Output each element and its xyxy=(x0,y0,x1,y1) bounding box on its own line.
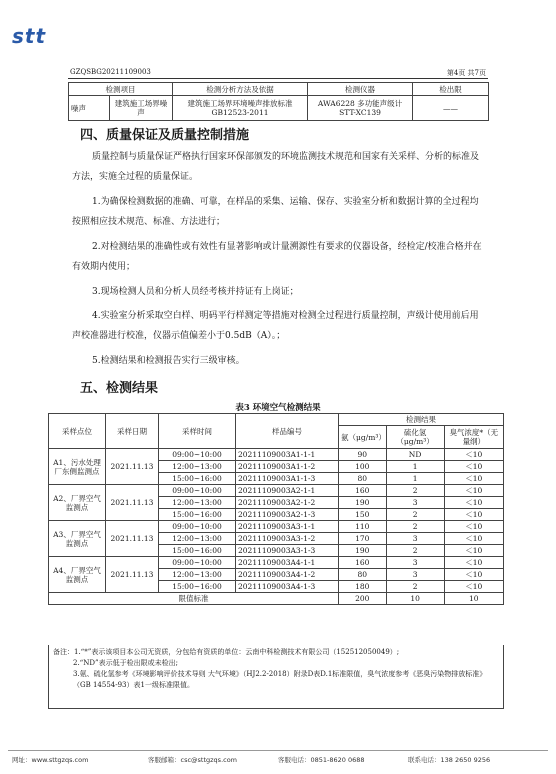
time-cell: 09:00~10:00 xyxy=(159,449,236,461)
site-cell: A1、污水处理厂东侧监测点 xyxy=(49,449,106,485)
method-limit: —— xyxy=(413,96,489,121)
h2s-cell: 1 xyxy=(386,473,444,485)
table-row xyxy=(49,485,504,497)
sample-code-cell: 20211109003A3-1-1 xyxy=(236,521,339,533)
sample-code-cell: 20211109003A4-1-3 xyxy=(236,581,339,593)
odor-cell: ＜10 xyxy=(444,557,503,569)
header-results: 检测结果 xyxy=(339,414,504,426)
date-cell: 2021.11.13 xyxy=(106,449,159,485)
paragraph: 3.现场检测人员和分析人员经考核并持证有上岗证； xyxy=(92,287,299,297)
method-category: 噪声 xyxy=(69,96,110,121)
header-sample-code: 样品编号 xyxy=(236,414,339,449)
method-instrument: AWA6228 多功能声级计 STT-XC139 xyxy=(308,96,413,121)
paragraph: 质量控制与质量保证严格执行国家环保部颁发的环境监测技术规范和国家有关采样、分析的标准及方法，实施全过程的质量保证。 xyxy=(72,152,480,182)
method-standard: 建筑施工场界环境噪声排放标准 GB12523-2011 xyxy=(173,96,308,121)
nh3-cell: 90 xyxy=(339,449,387,461)
odor-cell: ＜10 xyxy=(444,497,503,509)
time-cell: 15:00~16:00 xyxy=(159,545,236,557)
time-cell: 15:00~16:00 xyxy=(159,473,236,485)
nh3-cell: 170 xyxy=(339,533,387,545)
odor-cell: ＜10 xyxy=(444,533,503,545)
sample-code-cell: 20211109003A2-1-2 xyxy=(236,497,339,509)
odor-cell: ＜10 xyxy=(444,581,503,593)
paragraph: 1.为确保检测数据的准确、可靠，在样品的采集、运输、保存、实验室分析和数据计算的全过程均按照相应技术规范、标准、方法进行； xyxy=(72,197,479,227)
company-logo: stt xyxy=(12,24,47,48)
paragraph: 2.对检测结果的准确性或有效性有显著影响或计量溯源性有要求的仪器设备，经检定/校准合格并在有效期内使用； xyxy=(72,242,482,272)
section-5-title: 五、检测结果 xyxy=(80,381,159,396)
h2s-cell: 2 xyxy=(386,581,444,593)
site-cell: A4、厂界空气监测点 xyxy=(49,557,106,593)
nh3-cell: 80 xyxy=(339,569,387,581)
nh3-cell: 100 xyxy=(339,461,387,473)
date-cell: 2021.11.13 xyxy=(106,521,159,557)
time-cell: 09:00~10:00 xyxy=(159,485,236,497)
h2s-cell: 1 xyxy=(386,461,444,473)
h2s-cell: 2 xyxy=(386,485,444,497)
nh3-cell: 190 xyxy=(339,497,387,509)
paragraph: 4.实验室分析采取空白样、明码平行样测定等措施对检测全过程进行质量控制，声级计使用前后用声校准器进行校准，仪器示值偏差小于0.5dB（A）。； xyxy=(72,311,479,341)
sample-code-cell: 20211109003A1-1-3 xyxy=(236,473,339,485)
sample-code-cell: 20211109003A4-1-1 xyxy=(236,557,339,569)
header-h2s: 硫化氢（μg/m³） xyxy=(386,426,444,449)
sample-code-cell: 20211109003A3-1-3 xyxy=(236,545,339,557)
nh3-cell: 190 xyxy=(339,545,387,557)
header-time: 采样时间 xyxy=(159,414,236,449)
h2s-cell: 3 xyxy=(386,497,444,509)
report-number: GZQSBG20211109003 xyxy=(70,68,151,76)
h2s-cell: ND xyxy=(386,449,444,461)
sample-code-cell: 20211109003A1-1-2 xyxy=(236,461,339,473)
note-line: 3.氨、硫化氢参考《环境影响评价技术导则 大气环境》（HJ2.2-2018）附录D表D.1标准限值，臭气浓度参考《恶臭污染物排放标准》（GB 14554-93）表1一级标准限值。 xyxy=(73,670,487,689)
time-cell: 09:00~10:00 xyxy=(159,557,236,569)
odor-cell: ＜10 xyxy=(444,449,503,461)
time-cell: 12:00~13:00 xyxy=(159,569,236,581)
time-cell: 15:00~16:00 xyxy=(159,509,236,521)
method-table xyxy=(68,82,489,121)
footer-divider xyxy=(8,750,548,751)
nh3-cell: 80 xyxy=(339,473,387,485)
footer-website: 网址：www.sttgzqs.com xyxy=(12,756,89,764)
time-cell: 15:00~16:00 xyxy=(159,581,236,593)
paragraph: 5.检测结果和检测报告实行三级审核。 xyxy=(92,356,245,366)
h2s-cell: 2 xyxy=(386,545,444,557)
footer-contact-phone: 联系电话：138 2650 9256 xyxy=(408,756,491,764)
header-divider xyxy=(68,78,488,79)
h2s-cell: 3 xyxy=(386,557,444,569)
header-nh3: 氨（μg/m³） xyxy=(339,426,387,449)
table-notes xyxy=(48,645,504,709)
odor-cell: ＜10 xyxy=(444,521,503,533)
table-row xyxy=(49,449,504,461)
date-cell: 2021.11.13 xyxy=(106,557,159,593)
footer-service-phone: 客服电话：0851-8620 0688 xyxy=(278,756,365,764)
method-item: 建筑施工场界噪声 xyxy=(110,96,173,121)
sample-code-cell: 20211109003A2-1-3 xyxy=(236,509,339,521)
table-3-title: 表3 环境空气检测结果 xyxy=(235,403,321,413)
nh3-cell: 150 xyxy=(339,509,387,521)
sample-code-cell: 20211109003A2-1-1 xyxy=(236,485,339,497)
footer-email: 客服邮箱：csc@sttgzqs.com xyxy=(148,756,238,764)
time-cell: 12:00~13:00 xyxy=(159,461,236,473)
odor-cell: ＜10 xyxy=(444,545,503,557)
method-header-instrument: 检测仪器 xyxy=(308,83,413,96)
sample-code-cell: 20211109003A3-1-2 xyxy=(236,533,339,545)
time-cell: 12:00~13:00 xyxy=(159,497,236,509)
h2s-cell: 2 xyxy=(386,521,444,533)
nh3-cell: 160 xyxy=(339,485,387,497)
site-cell: A3、厂界空气监测点 xyxy=(49,521,106,557)
note-line: 备注：1.“*”表示该项目本公司无资质，分包给有资质的单位：云南中科检测技术有限公司（152512050049）; xyxy=(53,648,400,656)
method-header-item: 检测项目 xyxy=(69,83,173,96)
odor-cell: ＜10 xyxy=(444,509,503,521)
h2s-cell: 2 xyxy=(386,509,444,521)
page-number: 第4页 共7页 xyxy=(446,69,486,77)
note-line: 2.“ND”表示低于检出限或未检出; xyxy=(73,659,178,667)
method-header-method: 检测分析方法及依据 xyxy=(173,83,308,96)
header-date: 采样日期 xyxy=(106,414,159,449)
h2s-cell: 3 xyxy=(386,569,444,581)
header-site: 采样点位 xyxy=(49,414,106,449)
odor-cell: ＜10 xyxy=(444,485,503,497)
method-header-limit: 检出限 xyxy=(413,83,489,96)
header-odor: 臭气浓度*（无量纲） xyxy=(444,426,503,449)
table-row xyxy=(49,557,504,569)
limit-odor: 10 xyxy=(444,593,503,605)
section-4-title: 四、质量保证及质量控制措施 xyxy=(80,128,250,143)
odor-cell: ＜10 xyxy=(444,569,503,581)
h2s-cell: 3 xyxy=(386,533,444,545)
limit-label: 限值标准 xyxy=(49,593,339,605)
air-results-table xyxy=(48,413,504,605)
results-body xyxy=(49,449,504,593)
nh3-cell: 180 xyxy=(339,581,387,593)
nh3-cell: 160 xyxy=(339,557,387,569)
sample-code-cell: 20211109003A4-1-2 xyxy=(236,569,339,581)
date-cell: 2021.11.13 xyxy=(106,485,159,521)
sample-code-cell: 20211109003A1-1-1 xyxy=(236,449,339,461)
time-cell: 09:00~10:00 xyxy=(159,521,236,533)
site-cell: A2、厂界空气监测点 xyxy=(49,485,106,521)
table-row xyxy=(49,521,504,533)
time-cell: 12:00~13:00 xyxy=(159,533,236,545)
odor-cell: ＜10 xyxy=(444,461,503,473)
limit-h2s: 10 xyxy=(386,593,444,605)
limit-nh3: 200 xyxy=(339,593,387,605)
odor-cell: ＜10 xyxy=(444,473,503,485)
nh3-cell: 110 xyxy=(339,521,387,533)
